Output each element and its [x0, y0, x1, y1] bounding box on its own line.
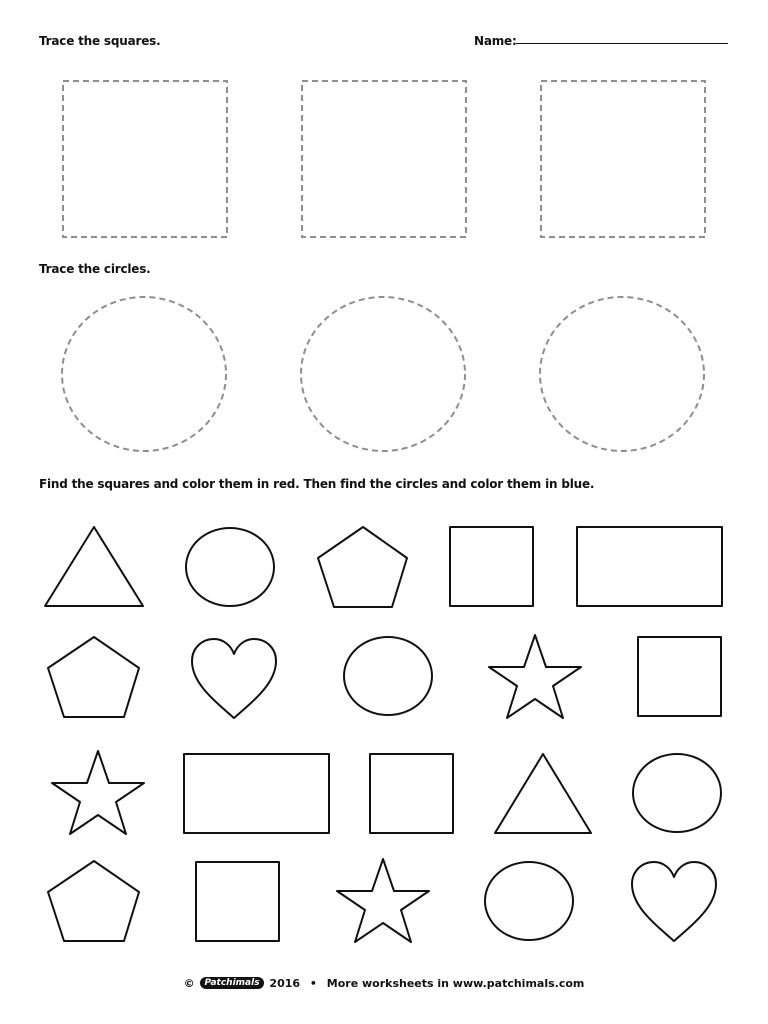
heart-shape[interactable] [191, 638, 277, 720]
footer-bullet: • [309, 976, 317, 990]
name-input-line[interactable] [516, 43, 728, 44]
heart-shape[interactable] [631, 861, 717, 943]
patchimals-logo: Patchimals [200, 977, 263, 989]
square-shape[interactable] [449, 526, 535, 608]
circle-shape[interactable] [185, 527, 275, 609]
trace-square-3 [533, 75, 713, 245]
star-shape[interactable] [487, 634, 583, 720]
circle-shape[interactable] [484, 861, 574, 943]
find-shapes-instruction: Find the squares and color them in red. Then find the circles and color them in blue. [39, 477, 595, 491]
footer-year: 2016 [269, 976, 301, 990]
rectangle-shape[interactable] [576, 526, 724, 608]
footer [0, 976, 768, 990]
square-shape[interactable] [637, 636, 723, 718]
trace-circle-2 [294, 290, 474, 460]
pentagon-shape[interactable] [47, 636, 141, 720]
trace-squares-instruction: Trace the squares. [39, 34, 161, 48]
circle-shape[interactable] [632, 753, 722, 835]
square-shape[interactable] [369, 753, 455, 835]
trace-square-1 [55, 75, 235, 245]
star-shape[interactable] [335, 858, 431, 944]
trace-circle-1 [55, 290, 235, 460]
triangle-shape[interactable] [494, 753, 592, 835]
square-shape[interactable] [195, 861, 281, 943]
copyright-symbol: © [183, 976, 195, 990]
trace-circles-instruction: Trace the circles. [39, 262, 151, 276]
pentagon-shape[interactable] [317, 526, 409, 610]
trace-square-2 [294, 75, 474, 245]
star-shape[interactable] [50, 750, 146, 836]
circle-shape[interactable] [343, 636, 433, 718]
rectangle-shape[interactable] [183, 753, 331, 835]
name-label: Name: [474, 34, 517, 48]
trace-circle-3 [533, 290, 713, 460]
triangle-shape[interactable] [44, 526, 144, 608]
pentagon-shape[interactable] [47, 860, 141, 944]
footer-more-worksheets-link[interactable]: More worksheets in www.patchimals.com [326, 976, 585, 990]
